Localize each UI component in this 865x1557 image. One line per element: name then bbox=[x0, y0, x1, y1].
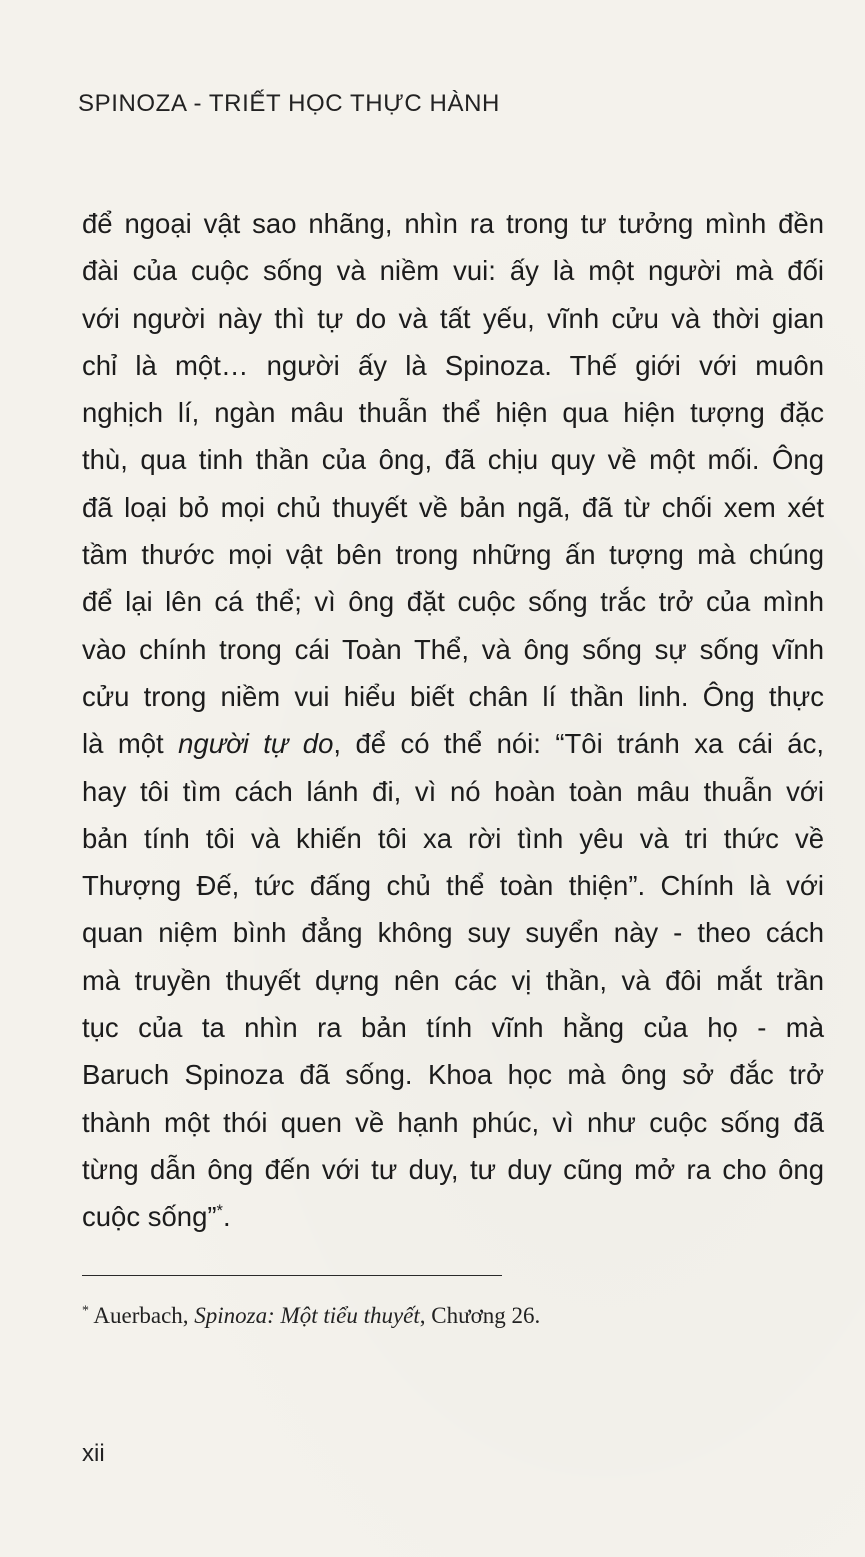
footnote-author: Auerbach, bbox=[88, 1303, 195, 1328]
text-line: để ngoại vật sao nhãng, nhìn ra trong tư tưởng mình đền bbox=[82, 208, 824, 239]
text-line: quan niệm bình đẳng không suy suyển này - theo cách bbox=[82, 917, 824, 949]
text-line: hay tôi tìm cách lánh đi, vì nó hoàn toàn mâu thuẫn với bbox=[82, 775, 824, 807]
text-run: là một bbox=[82, 728, 179, 760]
text-run: , để có thể nói: “Tôi tránh xa cái ác, bbox=[333, 728, 824, 760]
text-line: bản tính tôi và khiến tôi xa rời tình yêu và tri thức về bbox=[82, 822, 824, 854]
footnote-rest: , Chương 26. bbox=[419, 1303, 541, 1328]
italic-phrase: người tự do bbox=[178, 728, 334, 760]
footnote bbox=[82, 1303, 540, 1329]
running-head: SPINOZA - TRIẾT HỌC THỰC HÀNH bbox=[78, 90, 500, 117]
text-run: cuộc sống” bbox=[82, 1201, 217, 1233]
text-line: thù, qua tinh thần của ông, đã chịu quy về một mối. Ông bbox=[82, 444, 824, 476]
footnote-reference[interactable]: * bbox=[216, 1202, 223, 1221]
text-line: từng dẫn ông đến với tư duy, tư duy cũng mở ra cho ông bbox=[82, 1153, 824, 1185]
footnote-mark: * bbox=[82, 1302, 89, 1318]
text-line-with-italic bbox=[82, 720, 824, 767]
page-number: xii bbox=[82, 1440, 105, 1467]
text-line: để lại lên cá thể; vì ông đặt cuộc sống trắc trở của mình bbox=[82, 586, 824, 618]
text-line: Thượng Đế, tức đấng chủ thể toàn thiện”. Chính là với bbox=[82, 870, 824, 902]
text-run: . bbox=[222, 1201, 231, 1233]
text-line: nghịch lí, ngàn mâu thuẫn thể hiện qua hiện tượng đặc bbox=[82, 397, 824, 429]
text-line: cửu trong niềm vui hiểu biết chân lí thần linh. Ông thực bbox=[82, 680, 824, 712]
body-paragraph bbox=[82, 200, 824, 1241]
text-line: tầm thước mọi vật bên trong những ấn tượng mà chúng bbox=[82, 539, 824, 571]
text-line: tục của ta nhìn ra bản tính vĩnh hằng của họ - mà bbox=[82, 1012, 824, 1044]
text-line: thành một thói quen về hạnh phúc, vì như cuộc sống đã bbox=[82, 1106, 824, 1138]
text-line: đài của cuộc sống và niềm vui: ấy là một người mà đối bbox=[82, 255, 824, 287]
text-line-last bbox=[82, 1193, 824, 1240]
text-line: với người này thì tự do và tất yếu, vĩnh cửu và thời gian bbox=[82, 302, 824, 334]
text-line: mà truyền thuyết dựng nên các vị thần, và đôi mắt trần bbox=[82, 964, 824, 996]
text-line: chỉ là một… người ấy là Spinoza. Thế giới với muôn bbox=[82, 349, 824, 381]
footnote-title: Spinoza: Một tiểu thuyết bbox=[194, 1303, 420, 1328]
footnote-divider bbox=[82, 1275, 502, 1276]
text-line: vào chính trong cái Toàn Thể, và ông sống sự sống vĩnh bbox=[82, 633, 824, 665]
text-line: Baruch Spinoza đã sống. Khoa học mà ông sở đắc trở bbox=[82, 1059, 824, 1091]
text-line: đã loại bỏ mọi chủ thuyết về bản ngã, đã từ chối xem xét bbox=[82, 491, 824, 523]
